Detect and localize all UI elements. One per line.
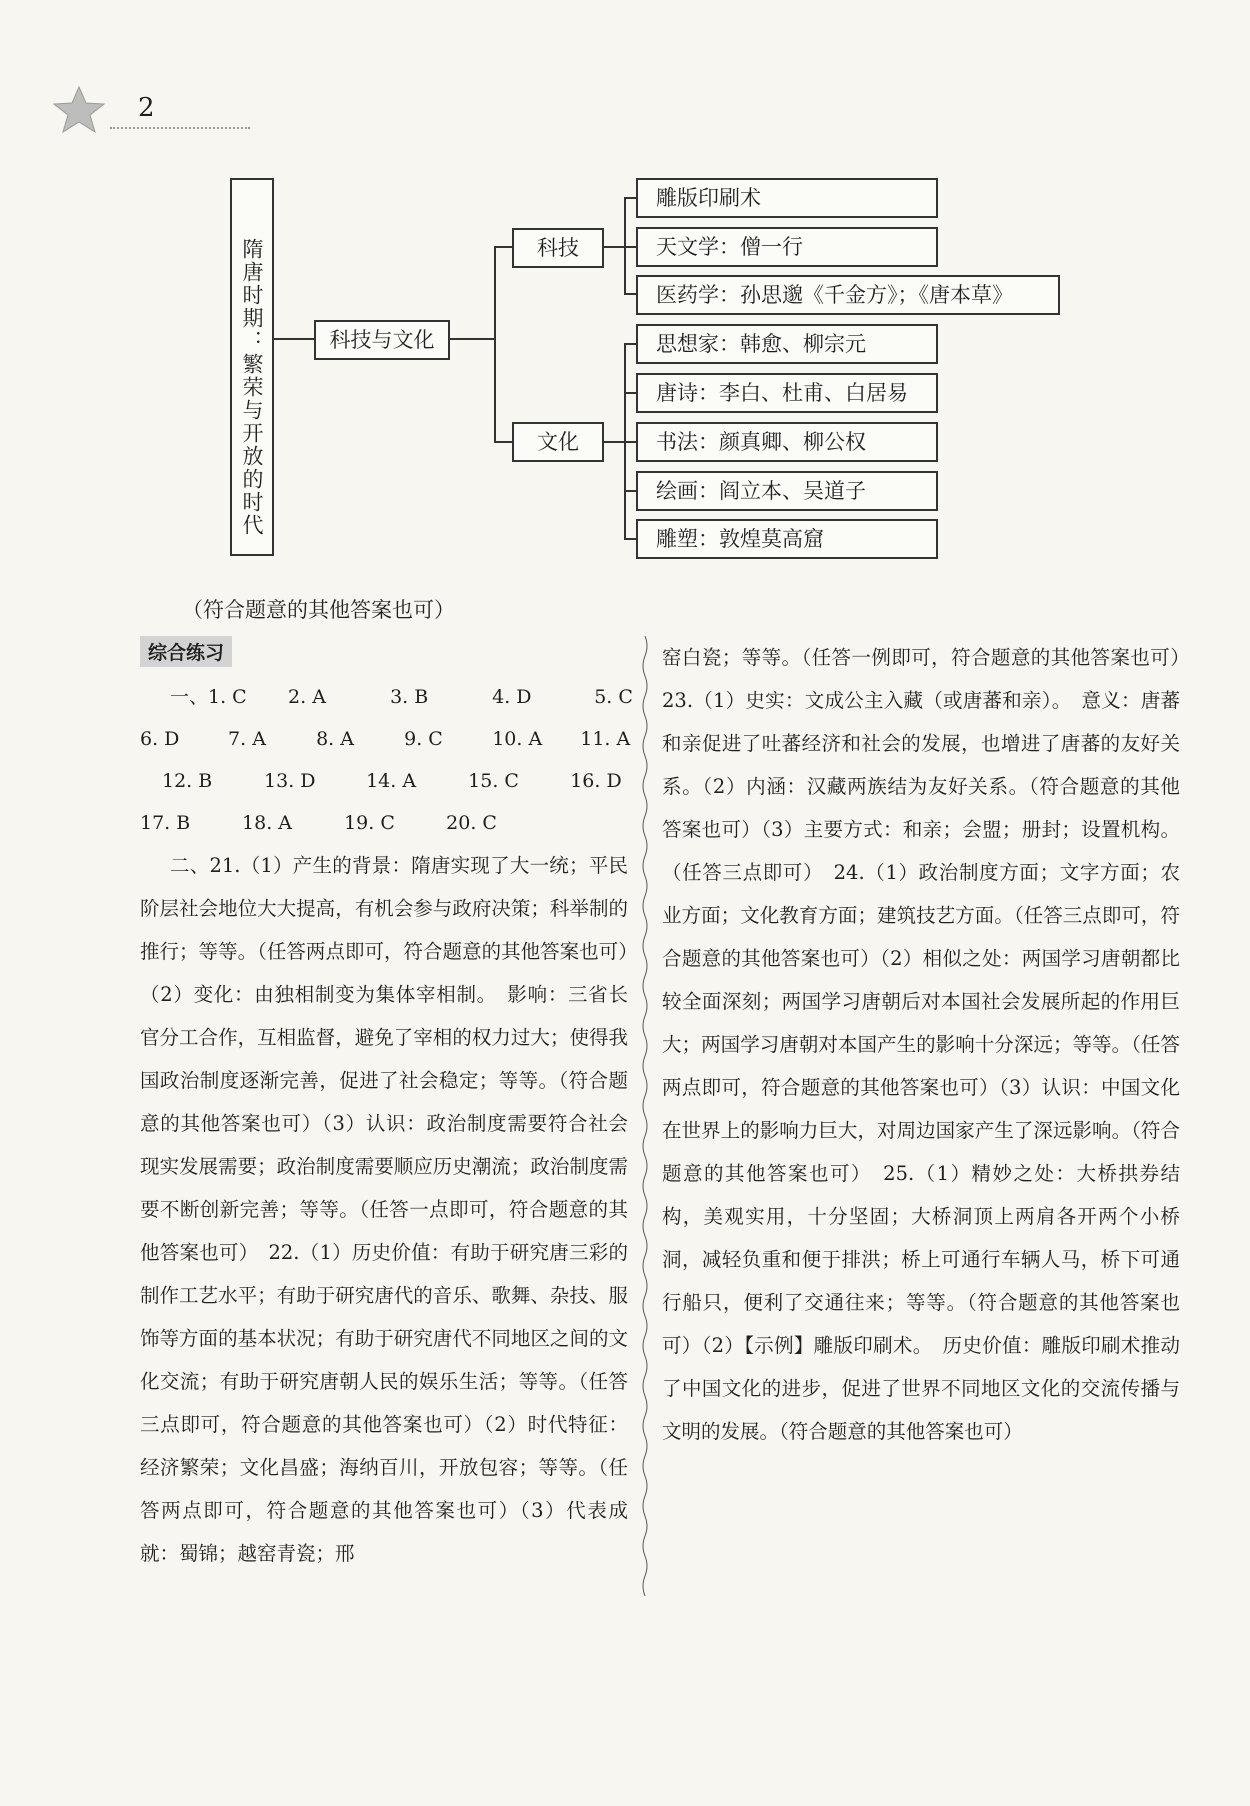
tech-item: 医药学：孙思邈《千金方》；《唐本草》 bbox=[636, 275, 1060, 315]
connector bbox=[274, 338, 314, 340]
page-number: 2 bbox=[138, 93, 155, 123]
answers-left-column: 二、21.（1）产生的背景：隋唐实现了大一统；平民阶层社会地位大大提高，有机会参与政府决策；科举制的推行；等等。（任答两点即可，符合题意的其他答案也可）（2）变化：由独相制变为集体宰相制。 影响：三省长官分工合作，互相监督，避免了宰相的权力过大；使得我国政治制度逐渐完善，促进了社会稳定；等等。（符合题意的其他答案也可）（3）认识：政治制度需要符合社会现实发展需要；政治制度需要顺应历史潮流；政治制度需要不断创新完善；等等。（任答一点即可，符合题意的其他答案也可） 22.（1）历史价值：有助于研究唐三彩的制作工艺水平；有助于研究唐代的音乐、歌舞、杂技、服饰等方面的基本状况；有助于研究唐代不同地区之间的文化交流；有助于研究唐朝人民的娱乐生活；等等。（任答三点即可，符合题意的其他答案也可）（2）时代特征：经济繁荣；文化昌盛；海纳百川，开放包容；等等。（任答两点即可，符合题意的其他答案也可）（3）代表成就：蜀锦；越窑青瓷；邢 bbox=[140, 854, 628, 1565]
section-title: 综合练习 bbox=[140, 636, 232, 667]
mc-answer: 8. A bbox=[316, 728, 354, 750]
mc-row bbox=[140, 802, 630, 844]
branch-tech: 科技 bbox=[512, 228, 604, 268]
tech-item: 天文学：僧一行 bbox=[636, 227, 938, 267]
mc-answer: 12. B bbox=[162, 770, 213, 792]
mc-answer: 14. A bbox=[366, 770, 417, 792]
mc-answer: 4. D bbox=[492, 686, 532, 708]
diagram-root: 隋唐时期：繁荣与开放的时代 bbox=[230, 178, 274, 556]
mc-answer: 18. A bbox=[242, 812, 293, 834]
connector bbox=[450, 338, 494, 340]
connector bbox=[624, 293, 636, 295]
branch-culture: 文化 bbox=[512, 422, 604, 462]
diagram-level1: 科技与文化 bbox=[314, 320, 450, 360]
exercise-section bbox=[140, 636, 1200, 1606]
mc-answer: 13. D bbox=[264, 770, 316, 792]
mc-answer: 5. C bbox=[594, 686, 633, 708]
connector bbox=[624, 538, 636, 540]
connector bbox=[624, 441, 636, 443]
connector bbox=[624, 392, 636, 394]
mc-answer: 19. C bbox=[344, 812, 395, 834]
culture-item: 书法：颜真卿、柳公权 bbox=[636, 422, 938, 462]
connector bbox=[604, 246, 624, 248]
mc-answer: 15. C bbox=[468, 770, 519, 792]
mc-answer: 16. D bbox=[570, 770, 622, 792]
concept-diagram bbox=[0, 0, 1250, 580]
culture-item: 思想家：韩愈、柳宗元 bbox=[636, 324, 938, 364]
mc-row bbox=[140, 676, 633, 718]
diagram-note: （符合题意的其他答案也可） bbox=[182, 598, 455, 622]
mc-answer: 20. C bbox=[446, 812, 497, 834]
mc-answer: 11. A bbox=[580, 728, 631, 750]
connector bbox=[624, 246, 636, 248]
culture-item: 绘画：阎立本、吴道子 bbox=[636, 471, 938, 511]
connector bbox=[624, 490, 636, 492]
mc-answer: 7. A bbox=[228, 728, 266, 750]
mc-answer: 3. B bbox=[390, 686, 429, 708]
connector bbox=[494, 441, 512, 443]
mc-row bbox=[140, 760, 630, 802]
culture-item: 雕塑：敦煌莫高窟 bbox=[636, 519, 938, 559]
mc-answer: 17. B bbox=[140, 812, 191, 834]
answers-right-column: 窑白瓷；等等。（任答一例即可，符合题意的其他答案也可） 23.（1）史实：文成公主入藏（或唐蕃和亲）。 意义：唐蕃和亲促进了吐蕃经济和社会的发展，也增进了唐蕃的友好关系。（2）内涵：汉藏两族结为友好关系。（符合题意的其他答案也可）（3）主要方式：和亲；会盟；册封；设置机构。（任答三点即可） 24.（1）政治制度方面；文字方面；农业方面；文化教育方面；建筑技艺方面。（任答三点即可，符合题意的其他答案也可）（2）相似之处：两国学习唐朝都比较全面深刻；两国学习唐朝后对本国社会发展所起的作用巨大；两国学习唐朝对本国产生的影响十分深远；等等。（任答两点即可，符合题意的其他答案也可）（3）认识：中国文化在世界上的影响力巨大，对周边国家产生了深远影响。（符合题意的其他答案也可） 25.（1）精妙之处：大桥拱券结构，美观实用，十分坚固；大桥洞顶上两肩各开两个小桥洞，减轻负重和便于排洪；桥上可通行车辆人马，桥下可通行船只，便利了交通往来；等等。（符合题意的其他答案也可）（2）【示例】雕版印刷术。 历史价值：雕版印刷术推动了中国文化的进步，促进了世界不同地区文化的交流传播与文明的发展。（符合题意的其他答案也可） bbox=[662, 646, 1200, 1443]
culture-item: 唐诗：李白、杜甫、白居易 bbox=[636, 373, 938, 413]
mc-answer: 6. D bbox=[140, 728, 180, 750]
mc-answer: 一、1. C bbox=[170, 686, 247, 708]
mc-answer: 10. A bbox=[492, 728, 543, 750]
tech-item: 雕版印刷术 bbox=[636, 178, 938, 218]
connector bbox=[624, 197, 636, 199]
mc-answer: 9. C bbox=[404, 728, 443, 750]
multiple-choice-answers bbox=[140, 676, 633, 844]
connector bbox=[494, 246, 512, 248]
column-divider bbox=[640, 636, 650, 1596]
mc-row bbox=[140, 718, 630, 760]
mc-answer: 2. A bbox=[288, 686, 326, 708]
connector bbox=[624, 343, 636, 345]
connector bbox=[604, 441, 624, 443]
connector bbox=[494, 246, 496, 442]
